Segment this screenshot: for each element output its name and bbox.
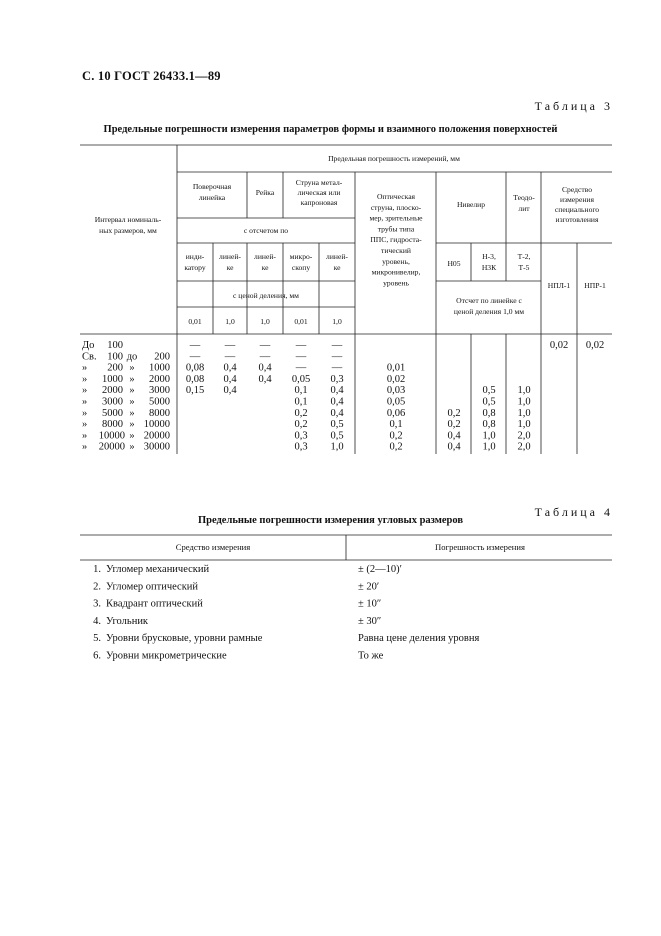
interval-cell: » — [82, 441, 88, 453]
header-sredstvo-line: измерения — [560, 195, 594, 204]
header-mikroskopu-line: скопу — [291, 263, 311, 272]
value-cell: 0,4 — [447, 441, 461, 453]
value-cell: 0,4 — [330, 385, 344, 397]
table3-header — [95, 154, 606, 326]
header-povero-line: линейка — [198, 193, 226, 202]
value-cell: 0,08 — [185, 362, 205, 374]
table4-row-error: ± 10″ — [358, 598, 382, 610]
table4-row-tool: Квадрант оптический — [106, 598, 203, 610]
value-cell: 0,4 — [258, 373, 272, 385]
value-cell: 0,8 — [482, 407, 496, 419]
value-cell: 0,01 — [386, 362, 406, 374]
interval-cell: » — [129, 362, 135, 374]
value-cell: 1,0 — [517, 419, 531, 431]
interval-cell: 20000 — [143, 430, 170, 442]
npr-value: 0,02 — [585, 340, 605, 351]
value-cell: 0,5 — [482, 385, 496, 397]
interval-cell: » — [129, 430, 135, 442]
header-n3-line: Н-3, — [482, 252, 496, 261]
table4-title: Предельные погрешности измерения угловых размеров — [197, 515, 464, 526]
table4-row-error: ± 20′ — [358, 581, 380, 593]
header-otschet: с отсчетом по — [243, 226, 289, 235]
value-cell: 0,4 — [258, 362, 272, 374]
table4-caption: Таблица 4 — [534, 505, 613, 519]
header-indikatoru-line: инди- — [185, 252, 205, 261]
header-nivelir-note-line: ценой деления 1,0 мм — [453, 307, 525, 316]
value-cell: 0,2 — [389, 430, 403, 442]
header-cenoi: с ценой деления, мм — [233, 291, 299, 300]
value-cell: 0,4 — [330, 396, 344, 408]
header-lineike2-line: ке — [261, 263, 269, 272]
header-optich-line: тический — [381, 246, 411, 255]
interval-cell: » — [129, 419, 135, 431]
table4-row-error: То же — [358, 650, 384, 662]
table4-row-number: 4. — [93, 615, 101, 627]
value-cell: 0,3 — [294, 441, 308, 453]
value-cell: — — [189, 340, 201, 351]
value-cell: 0,2 — [447, 407, 461, 419]
interval-cell: 10000 — [143, 419, 170, 431]
table4-row-number: 3. — [93, 598, 101, 610]
header-optich-line: Оптическая — [376, 192, 416, 201]
value-cell: 0,1 — [389, 419, 403, 431]
header-teodolit-line: Теодо- — [513, 193, 535, 202]
interval-cell: 8000 — [102, 419, 123, 431]
header-nivelir: Нивелир — [456, 200, 486, 209]
interval-cell: 100 — [107, 340, 123, 351]
header-struna-line: лическая или — [297, 188, 341, 197]
table4-row-number: 6. — [93, 650, 101, 662]
header-lineike3-line: линей- — [326, 252, 348, 261]
interval-cell: » — [82, 373, 88, 385]
value-cell: 2,0 — [517, 441, 531, 453]
value-cell: 0,2 — [294, 419, 308, 431]
header-optich-line: уровень — [383, 278, 409, 288]
header-struna-line: капроновая — [300, 198, 338, 207]
value-cell: 0,4 — [223, 373, 237, 385]
value-cell: 0,5 — [330, 430, 344, 442]
value-cell: 2,0 — [517, 430, 531, 442]
npl-value: 0,02 — [549, 340, 569, 351]
header-division-value: 1,0 — [332, 317, 342, 326]
header-optich-line: микронивелир, — [371, 267, 421, 277]
table4-header-tool: Средство измерения — [175, 542, 251, 552]
value-cell: — — [331, 340, 343, 351]
interval-cell: » — [82, 430, 88, 442]
table4-row-tool: Уровни брусковые, уровни рамные — [106, 633, 263, 645]
interval-cell: 200 — [154, 351, 170, 363]
header-n3-line: Н3К — [481, 263, 497, 272]
value-cell: 0,03 — [386, 385, 406, 397]
header-h05: Н05 — [447, 259, 461, 268]
table4-row-number: 2. — [93, 581, 101, 593]
value-cell: 0,3 — [330, 373, 344, 385]
interval-cell: 2000 — [149, 373, 170, 385]
value-cell: 1,0 — [517, 396, 531, 408]
header-sredstvo-line: изготовления — [555, 215, 599, 224]
value-cell: — — [331, 351, 343, 363]
header-npl: НПЛ-1 — [547, 281, 571, 290]
header-division-value: 0,01 — [188, 317, 202, 326]
interval-cell: » — [129, 407, 135, 419]
value-cell: 0,05 — [386, 396, 406, 408]
header-nivelir-note-line: Отсчет по линейке с — [456, 296, 522, 305]
table4-row-error: ± 30″ — [358, 615, 382, 627]
value-cell: — — [259, 340, 271, 351]
table4-row-tool: Угольник — [106, 615, 149, 627]
value-cell: 1,0 — [482, 430, 496, 442]
value-cell: — — [295, 340, 307, 351]
interval-cell: 8000 — [149, 407, 170, 419]
value-cell: 0,4 — [223, 362, 237, 374]
value-cell: 0,8 — [482, 419, 496, 431]
header-division-value: 1,0 — [260, 317, 270, 326]
header-reika: Рейка — [255, 188, 275, 197]
interval-cell: 20000 — [98, 441, 125, 453]
interval-cell: 3000 — [102, 396, 123, 408]
value-cell: — — [259, 351, 271, 363]
header-povero-line: Поверочная — [192, 182, 232, 191]
header-lineike2-line: линей- — [254, 252, 276, 261]
value-cell: 1,0 — [517, 407, 531, 419]
value-cell: 1,0 — [482, 441, 496, 453]
value-cell: 0,05 — [291, 373, 311, 385]
header-lineike1-line: ке — [226, 263, 234, 272]
table4-row-number: 1. — [93, 564, 101, 575]
value-cell: 0,2 — [294, 407, 308, 419]
header-optich-line: струна, плоско- — [370, 202, 422, 212]
header-division-value: 0,01 — [294, 317, 308, 326]
interval-cell: » — [82, 407, 88, 419]
value-cell: 0,1 — [294, 396, 308, 408]
header-optich-line: уровень, — [382, 256, 410, 266]
page-header: С. 10 ГОСТ 26433.1—89 — [82, 69, 221, 83]
interval-cell: до — [126, 351, 138, 363]
value-cell: — — [224, 351, 236, 363]
header-optich-line: мер, зрительные — [369, 213, 423, 223]
header-t2-line: Т-5 — [518, 263, 530, 272]
interval-cell: 10000 — [98, 430, 125, 442]
interval-cell: 2000 — [102, 385, 123, 397]
header-lineike3-line: ке — [333, 263, 341, 272]
table3-title: Предельные погрешности измерения параметров формы и взаимного положения поверхностей — [103, 124, 558, 135]
value-cell: 0,3 — [294, 430, 308, 442]
table3-caption: Таблица 3 — [534, 99, 613, 113]
value-cell: — — [331, 362, 343, 374]
table3-body — [82, 340, 604, 453]
header-npr: НПР-1 — [584, 281, 606, 290]
header-mikroskopu-line: микро- — [289, 252, 313, 261]
header-teodolit-line: лит — [518, 204, 530, 213]
header-optich-line: трубы типа — [377, 224, 415, 234]
header-sredstvo-line: Средство — [561, 185, 593, 194]
interval-cell: » — [82, 385, 88, 397]
value-cell: 0,15 — [185, 385, 205, 397]
interval-cell: До — [82, 340, 95, 351]
interval-cell: » — [82, 419, 88, 431]
value-cell: — — [295, 351, 307, 363]
interval-cell: Св. — [82, 351, 97, 363]
interval-cell: 200 — [107, 362, 123, 374]
header-lineike1-line: линей- — [219, 252, 241, 261]
header-limit: Предельная погрешность измерений, мм — [328, 154, 460, 163]
value-cell: 0,02 — [386, 373, 406, 385]
interval-cell: 5000 — [149, 396, 170, 408]
value-cell: 0,2 — [389, 441, 403, 453]
table4-row-tool: Уровни микрометрические — [106, 650, 227, 662]
value-cell: — — [189, 351, 201, 363]
value-cell: 0,4 — [223, 385, 237, 397]
interval-cell: 3000 — [149, 385, 170, 397]
header-sredstvo-line: специального — [554, 205, 600, 214]
value-cell: — — [224, 340, 236, 351]
table4-row-tool: Угломер механический — [106, 564, 210, 575]
value-cell: — — [295, 362, 307, 374]
table4-row-error: Равна цене деления уровня — [358, 633, 480, 645]
header-optich-line: ППС, гидроста- — [370, 235, 422, 245]
interval-cell: » — [82, 362, 88, 374]
value-cell: 0,5 — [482, 396, 496, 408]
value-cell: 0,2 — [447, 419, 461, 431]
interval-cell: 1000 — [149, 362, 170, 374]
interval-cell: » — [82, 396, 88, 408]
interval-cell: 30000 — [143, 441, 170, 453]
interval-cell: 1000 — [102, 373, 123, 385]
interval-cell: » — [129, 385, 135, 397]
value-cell: 0,5 — [330, 419, 344, 431]
interval-cell: 5000 — [102, 407, 123, 419]
value-cell: 0,08 — [185, 373, 205, 385]
header-indikatoru-line: катору — [184, 263, 206, 272]
table4-header-error: Погрешность измерения — [435, 542, 525, 552]
value-cell: 0,4 — [447, 430, 461, 442]
value-cell: 0,4 — [330, 407, 344, 419]
interval-cell: » — [129, 396, 135, 408]
header-interval-line: Интервал номиналь- — [94, 215, 162, 224]
interval-cell: 100 — [107, 351, 123, 363]
value-cell: 0,1 — [294, 385, 308, 397]
header-division-value: 1,0 — [225, 317, 235, 326]
header-struna-line: Струна метал- — [295, 178, 343, 187]
value-cell: 1,0 — [517, 385, 531, 397]
header-t2-line: Т-2, — [517, 252, 531, 261]
table4-row-number: 5. — [93, 633, 101, 645]
table4-row-error: ± (2—10)′ — [358, 564, 402, 575]
value-cell: 0,06 — [386, 407, 406, 419]
interval-cell: » — [129, 373, 135, 385]
value-cell: 1,0 — [330, 441, 344, 453]
interval-cell: » — [129, 441, 135, 453]
header-interval-line: ных размеров, мм — [99, 226, 157, 235]
table4-row-tool: Угломер оптический — [106, 581, 199, 593]
